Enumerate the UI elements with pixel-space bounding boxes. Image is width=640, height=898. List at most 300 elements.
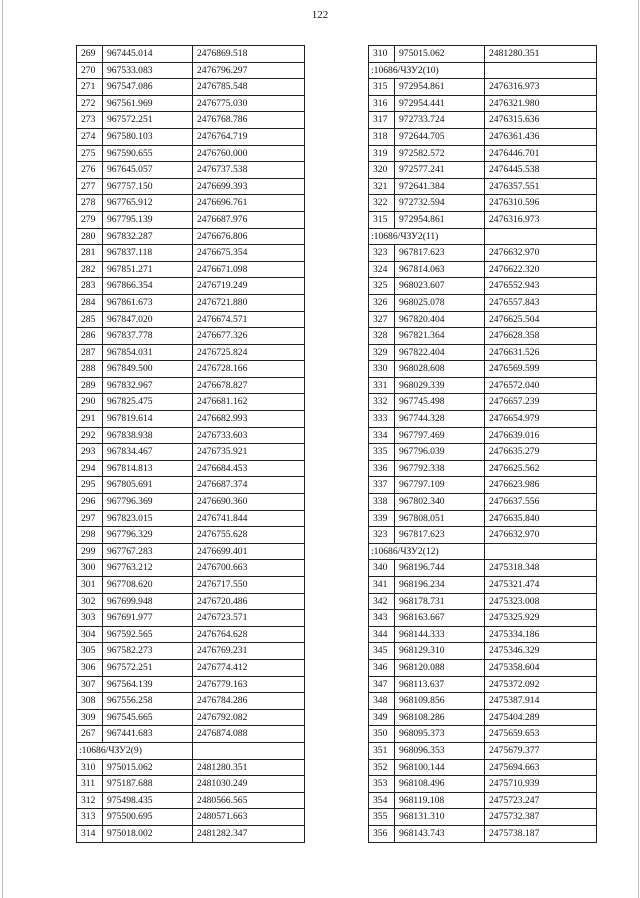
table-row <box>77 79 305 96</box>
y-coordinate-cell: 2476769.231 <box>193 643 305 660</box>
x-coordinate-cell: 967795.139 <box>103 211 193 228</box>
y-coordinate-cell: 2476445.538 <box>485 162 597 179</box>
table-row <box>369 676 597 693</box>
y-coordinate-cell: 2476741.844 <box>193 510 305 527</box>
x-coordinate-cell: 968163.667 <box>395 610 485 627</box>
table-row <box>77 577 305 594</box>
y-coordinate-cell: 2480566.565 <box>193 792 305 809</box>
table-row <box>369 460 597 477</box>
table-row <box>77 211 305 228</box>
y-coordinate-cell: 2476316.973 <box>485 211 597 228</box>
point-number-cell: 294 <box>77 460 103 477</box>
section-label-cell: :10686/ЧЗУ2(9) <box>77 742 193 759</box>
table-row <box>77 162 305 179</box>
point-number-cell: 326 <box>369 294 395 311</box>
y-coordinate-cell: 2475694.663 <box>485 759 597 776</box>
point-number-cell: 355 <box>369 809 395 826</box>
table-row <box>77 643 305 660</box>
page-edge-left <box>2 0 3 898</box>
table-row <box>369 577 597 594</box>
x-coordinate-cell: 967823.015 <box>103 510 193 527</box>
x-coordinate-cell: 967582.273 <box>103 643 193 660</box>
x-coordinate-cell: 968108.286 <box>395 709 485 726</box>
y-coordinate-cell: 2476784.286 <box>193 693 305 710</box>
x-coordinate-cell: 967757.150 <box>103 178 193 195</box>
point-number-cell: 325 <box>369 278 395 295</box>
y-coordinate-cell: 2476657.239 <box>485 394 597 411</box>
table-row <box>369 162 597 179</box>
point-number-cell: 311 <box>77 776 103 793</box>
x-coordinate-cell: 967825.475 <box>103 394 193 411</box>
x-coordinate-cell: 967580.103 <box>103 128 193 145</box>
coordinates-table-right <box>368 45 597 843</box>
table-row <box>369 792 597 809</box>
table-row <box>369 726 597 743</box>
point-number-cell: 290 <box>77 394 103 411</box>
point-number-cell: 286 <box>77 328 103 345</box>
x-coordinate-cell: 968108.496 <box>395 776 485 793</box>
table-row <box>369 178 597 195</box>
point-number-cell: 332 <box>369 394 395 411</box>
table-row <box>77 328 305 345</box>
page-edge-right <box>638 0 639 898</box>
point-number-cell: 349 <box>369 709 395 726</box>
x-coordinate-cell: 968119.108 <box>395 792 485 809</box>
point-number-cell: 314 <box>77 825 103 842</box>
table-row <box>77 344 305 361</box>
page-number: 122 <box>311 9 329 21</box>
point-number-cell: 307 <box>77 676 103 693</box>
x-coordinate-cell: 967797.109 <box>395 477 485 494</box>
point-number-cell: 308 <box>77 693 103 710</box>
point-number-cell: 277 <box>77 178 103 195</box>
point-number-cell: 318 <box>369 128 395 145</box>
x-coordinate-cell: 967854.031 <box>103 344 193 361</box>
y-coordinate-cell: 2481280.351 <box>485 46 597 63</box>
x-coordinate-cell: 967792.338 <box>395 460 485 477</box>
point-number-cell: 299 <box>77 543 103 560</box>
table-row <box>77 477 305 494</box>
point-number-cell: 309 <box>77 709 103 726</box>
point-number-cell: 344 <box>369 626 395 643</box>
table-row <box>369 693 597 710</box>
table-row <box>369 494 597 511</box>
table-row <box>77 278 305 295</box>
table-row <box>77 825 305 842</box>
x-coordinate-cell: 975018.002 <box>103 825 193 842</box>
point-number-cell: 356 <box>369 825 395 842</box>
table-row <box>369 709 597 726</box>
x-coordinate-cell: 967796.329 <box>103 527 193 544</box>
y-coordinate-cell: 2476874.088 <box>193 726 305 743</box>
x-coordinate-cell: 972732.594 <box>395 195 485 212</box>
y-coordinate-cell: 2476674.571 <box>193 311 305 328</box>
point-number-cell: 321 <box>369 178 395 195</box>
table-row <box>77 709 305 726</box>
point-number-cell: 297 <box>77 510 103 527</box>
x-coordinate-cell: 975015.062 <box>103 759 193 776</box>
point-number-cell: 354 <box>369 792 395 809</box>
table-row <box>77 394 305 411</box>
table-row <box>369 361 597 378</box>
table-row <box>369 261 597 278</box>
x-coordinate-cell: 967861.673 <box>103 294 193 311</box>
x-coordinate-cell: 972644.705 <box>395 128 485 145</box>
coordinates-table-left <box>76 45 305 843</box>
table-row <box>77 543 305 560</box>
x-coordinate-cell: 967564.139 <box>103 676 193 693</box>
table-row <box>369 278 597 295</box>
table-row <box>369 195 597 212</box>
point-number-cell: 289 <box>77 377 103 394</box>
y-coordinate-cell: 2476725.824 <box>193 344 305 361</box>
x-coordinate-cell: 967817.623 <box>395 527 485 544</box>
table-row <box>77 112 305 129</box>
point-number-cell: 281 <box>77 245 103 262</box>
x-coordinate-cell: 967814.813 <box>103 460 193 477</box>
y-coordinate-cell: 2475318.348 <box>485 560 597 577</box>
y-coordinate-cell: 2476764.628 <box>193 626 305 643</box>
y-coordinate-cell: 2476755.628 <box>193 527 305 544</box>
point-number-cell: 275 <box>77 145 103 162</box>
point-number-cell: 271 <box>77 79 103 96</box>
point-number-cell: 348 <box>369 693 395 710</box>
x-coordinate-cell: 967691.977 <box>103 610 193 627</box>
point-number-cell: 267 <box>77 726 103 743</box>
y-coordinate-cell: 2476316.973 <box>485 79 597 96</box>
y-coordinate-cell: 2481282.347 <box>193 825 305 842</box>
point-number-cell: 310 <box>77 759 103 776</box>
x-coordinate-cell: 967796.039 <box>395 444 485 461</box>
x-coordinate-cell: 967572.251 <box>103 659 193 676</box>
section-label-cell: :10686/ЧЗУ2(12) <box>369 543 485 560</box>
y-coordinate-cell: 2476719.249 <box>193 278 305 295</box>
point-number-cell: 302 <box>77 593 103 610</box>
x-coordinate-cell: 967708.620 <box>103 577 193 594</box>
point-number-cell: 310 <box>369 46 395 63</box>
point-number-cell: 336 <box>369 460 395 477</box>
x-coordinate-cell: 967817.623 <box>395 245 485 262</box>
table-row <box>369 128 597 145</box>
point-number-cell: 329 <box>369 344 395 361</box>
point-number-cell: 316 <box>369 95 395 112</box>
section-label-cell: :10686/ЧЗУ2(11) <box>369 228 485 245</box>
point-number-cell: 313 <box>77 809 103 826</box>
table-row <box>77 311 305 328</box>
point-number-cell: 343 <box>369 610 395 627</box>
x-coordinate-cell: 967561.969 <box>103 95 193 112</box>
point-number-cell: 279 <box>77 211 103 228</box>
point-number-cell: 330 <box>369 361 395 378</box>
x-coordinate-cell: 967744.328 <box>395 411 485 428</box>
table-row <box>77 560 305 577</box>
table-row <box>369 444 597 461</box>
point-number-cell: 337 <box>369 477 395 494</box>
point-number-cell: 328 <box>369 328 395 345</box>
point-number-cell: 285 <box>77 311 103 328</box>
x-coordinate-cell: 967547.086 <box>103 79 193 96</box>
x-coordinate-cell: 968096.353 <box>395 742 485 759</box>
y-coordinate-cell: 2476717.550 <box>193 577 305 594</box>
point-number-cell: 283 <box>77 278 103 295</box>
x-coordinate-cell: 967808.051 <box>395 510 485 527</box>
x-coordinate-cell: 968131.310 <box>395 809 485 826</box>
table-row <box>77 610 305 627</box>
x-coordinate-cell: 967834.467 <box>103 444 193 461</box>
x-coordinate-cell: 968109.856 <box>395 693 485 710</box>
point-number-cell: 334 <box>369 427 395 444</box>
point-number-cell: 317 <box>369 112 395 129</box>
y-coordinate-cell: 2476635.840 <box>485 510 597 527</box>
x-coordinate-cell: 972582.572 <box>395 145 485 162</box>
point-number-cell: 346 <box>369 659 395 676</box>
point-number-cell: 300 <box>77 560 103 577</box>
table-row <box>77 693 305 710</box>
point-number-cell: 304 <box>77 626 103 643</box>
table-row <box>369 328 597 345</box>
y-coordinate-cell: 2476671.098 <box>193 261 305 278</box>
point-number-cell: 333 <box>369 411 395 428</box>
table-row <box>77 361 305 378</box>
y-coordinate-cell: 2476676.806 <box>193 228 305 245</box>
table-row <box>369 825 597 842</box>
y-coordinate-cell: 2476446.701 <box>485 145 597 162</box>
y-coordinate-cell: 2475679.377 <box>485 742 597 759</box>
x-coordinate-cell: 967796.369 <box>103 494 193 511</box>
point-number-cell: 306 <box>77 659 103 676</box>
y-coordinate-cell: 2476792.082 <box>193 709 305 726</box>
x-coordinate-cell: 967445.014 <box>103 46 193 63</box>
x-coordinate-cell: 968120.088 <box>395 659 485 676</box>
x-coordinate-cell: 972954.861 <box>395 211 485 228</box>
point-number-cell: 291 <box>77 411 103 428</box>
x-coordinate-cell: 967838.938 <box>103 427 193 444</box>
table-row <box>369 593 597 610</box>
point-number-cell: 323 <box>369 527 395 544</box>
x-coordinate-cell: 967572.251 <box>103 112 193 129</box>
point-number-cell: 282 <box>77 261 103 278</box>
y-coordinate-cell: 2476760.000 <box>193 145 305 162</box>
y-coordinate-cell: 2476572.040 <box>485 377 597 394</box>
x-coordinate-cell: 967441.683 <box>103 726 193 743</box>
table-row <box>77 792 305 809</box>
y-coordinate-cell: 2476681.162 <box>193 394 305 411</box>
y-coordinate-cell: 2476635.279 <box>485 444 597 461</box>
x-coordinate-cell: 967767.283 <box>103 543 193 560</box>
table-row <box>369 659 597 676</box>
x-coordinate-cell: 967849.500 <box>103 361 193 378</box>
x-coordinate-cell: 967821.364 <box>395 328 485 345</box>
x-coordinate-cell: 968143.743 <box>395 825 485 842</box>
x-coordinate-cell: 968095.373 <box>395 726 485 743</box>
x-coordinate-cell: 968029.339 <box>395 377 485 394</box>
point-number-cell: 303 <box>77 610 103 627</box>
point-number-cell: 327 <box>369 311 395 328</box>
table-row <box>77 411 305 428</box>
y-coordinate-cell: 2475738.187 <box>485 825 597 842</box>
table-row <box>369 211 597 228</box>
x-coordinate-cell: 968023.607 <box>395 278 485 295</box>
table-row <box>369 95 597 112</box>
x-coordinate-cell: 967814.063 <box>395 261 485 278</box>
point-number-cell: 295 <box>77 477 103 494</box>
table-row <box>77 776 305 793</box>
y-coordinate-cell: 2476796.297 <box>193 62 305 79</box>
table-row <box>369 427 597 444</box>
table-row <box>369 527 597 544</box>
table-row <box>77 494 305 511</box>
point-number-cell: 319 <box>369 145 395 162</box>
section-header-row <box>77 742 305 759</box>
table-row <box>369 394 597 411</box>
y-coordinate-cell: 2476690.360 <box>193 494 305 511</box>
point-number-cell: 353 <box>369 776 395 793</box>
y-coordinate-cell: 2476639.016 <box>485 427 597 444</box>
y-coordinate-cell: 2476723.571 <box>193 610 305 627</box>
y-coordinate-cell: 2475372.092 <box>485 676 597 693</box>
x-coordinate-cell: 968028.608 <box>395 361 485 378</box>
x-coordinate-cell: 967820.404 <box>395 311 485 328</box>
y-coordinate-cell: 2476357.551 <box>485 178 597 195</box>
y-coordinate-cell: 2481280.351 <box>193 759 305 776</box>
y-coordinate-cell: 2476315.636 <box>485 112 597 129</box>
table-row <box>369 626 597 643</box>
x-coordinate-cell: 975500.695 <box>103 809 193 826</box>
table-row <box>369 145 597 162</box>
table-row <box>77 228 305 245</box>
section-label-cell: :10686/ЧЗУ2(10) <box>369 62 485 79</box>
y-coordinate-cell: 2476622.320 <box>485 261 597 278</box>
y-coordinate-cell: 2476699.401 <box>193 543 305 560</box>
point-number-cell: 305 <box>77 643 103 660</box>
point-number-cell: 272 <box>77 95 103 112</box>
y-coordinate-cell: 2475723.247 <box>485 792 597 809</box>
point-number-cell: 276 <box>77 162 103 179</box>
y-coordinate-cell: 2476735.921 <box>193 444 305 461</box>
y-coordinate-cell: 2476733.603 <box>193 427 305 444</box>
point-number-cell: 296 <box>77 494 103 511</box>
x-coordinate-cell: 967819.614 <box>103 411 193 428</box>
point-number-cell: 284 <box>77 294 103 311</box>
table-row <box>77 261 305 278</box>
table-row <box>369 742 597 759</box>
x-coordinate-cell: 967590.655 <box>103 145 193 162</box>
x-coordinate-cell: 967832.967 <box>103 377 193 394</box>
x-coordinate-cell: 968144.333 <box>395 626 485 643</box>
y-coordinate-cell: 2476684.453 <box>193 460 305 477</box>
point-number-cell: 301 <box>77 577 103 594</box>
table-row <box>77 444 305 461</box>
point-number-cell: 335 <box>369 444 395 461</box>
y-coordinate-cell: 2476700.663 <box>193 560 305 577</box>
table-row <box>77 659 305 676</box>
y-coordinate-cell: 2476631.526 <box>485 344 597 361</box>
y-coordinate-cell: 2475659.653 <box>485 726 597 743</box>
x-coordinate-cell: 972733.724 <box>395 112 485 129</box>
table-row <box>77 759 305 776</box>
y-coordinate-cell: 2476699.393 <box>193 178 305 195</box>
table-row <box>369 311 597 328</box>
table-row <box>77 527 305 544</box>
x-coordinate-cell: 972577.241 <box>395 162 485 179</box>
x-coordinate-cell: 972954.441 <box>395 95 485 112</box>
table-row <box>369 477 597 494</box>
x-coordinate-cell: 967745.498 <box>395 394 485 411</box>
y-coordinate-cell: 2475323.008 <box>485 593 597 610</box>
y-coordinate-cell: 2475404.289 <box>485 709 597 726</box>
x-coordinate-cell: 975015.062 <box>395 46 485 63</box>
table-row <box>77 427 305 444</box>
table-row <box>77 676 305 693</box>
empty-cell <box>485 228 597 245</box>
table-row <box>77 593 305 610</box>
section-header-row <box>369 228 597 245</box>
x-coordinate-cell: 975187.688 <box>103 776 193 793</box>
point-number-cell: 331 <box>369 377 395 394</box>
table-row <box>369 344 597 361</box>
table-row <box>369 610 597 627</box>
y-coordinate-cell: 2475334.186 <box>485 626 597 643</box>
table-row <box>77 245 305 262</box>
y-coordinate-cell: 2476764.719 <box>193 128 305 145</box>
x-coordinate-cell: 968025.078 <box>395 294 485 311</box>
x-coordinate-cell: 967805.691 <box>103 477 193 494</box>
x-coordinate-cell: 967797.469 <box>395 427 485 444</box>
table-row <box>77 145 305 162</box>
table-row <box>77 46 305 63</box>
table-row <box>77 460 305 477</box>
empty-cell <box>193 742 305 759</box>
point-number-cell: 340 <box>369 560 395 577</box>
point-number-cell: 315 <box>369 211 395 228</box>
table-row <box>369 245 597 262</box>
x-coordinate-cell: 968129.310 <box>395 643 485 660</box>
y-coordinate-cell: 2476720.486 <box>193 593 305 610</box>
x-coordinate-cell: 967533.083 <box>103 62 193 79</box>
x-coordinate-cell: 968196.744 <box>395 560 485 577</box>
x-coordinate-cell: 967866.354 <box>103 278 193 295</box>
table-row <box>369 510 597 527</box>
point-number-cell: 350 <box>369 726 395 743</box>
table-row <box>369 809 597 826</box>
y-coordinate-cell: 2476632.970 <box>485 527 597 544</box>
point-number-cell: 288 <box>77 361 103 378</box>
y-coordinate-cell: 2476677.326 <box>193 328 305 345</box>
y-coordinate-cell: 2476310.596 <box>485 195 597 212</box>
y-coordinate-cell: 2475732.387 <box>485 809 597 826</box>
empty-cell <box>485 62 597 79</box>
y-coordinate-cell: 2475710.939 <box>485 776 597 793</box>
table-row <box>369 112 597 129</box>
y-coordinate-cell: 2476687.976 <box>193 211 305 228</box>
point-number-cell: 322 <box>369 195 395 212</box>
y-coordinate-cell: 2476569.599 <box>485 361 597 378</box>
x-coordinate-cell: 967832.287 <box>103 228 193 245</box>
y-coordinate-cell: 2476779.163 <box>193 676 305 693</box>
point-number-cell: 347 <box>369 676 395 693</box>
table-row <box>77 294 305 311</box>
table-row <box>77 95 305 112</box>
x-coordinate-cell: 967847.020 <box>103 311 193 328</box>
table-row <box>77 195 305 212</box>
table-row <box>77 510 305 527</box>
y-coordinate-cell: 2476625.504 <box>485 311 597 328</box>
x-coordinate-cell: 967592.565 <box>103 626 193 643</box>
x-coordinate-cell: 967545.665 <box>103 709 193 726</box>
point-number-cell: 351 <box>369 742 395 759</box>
table-row <box>77 626 305 643</box>
point-number-cell: 270 <box>77 62 103 79</box>
